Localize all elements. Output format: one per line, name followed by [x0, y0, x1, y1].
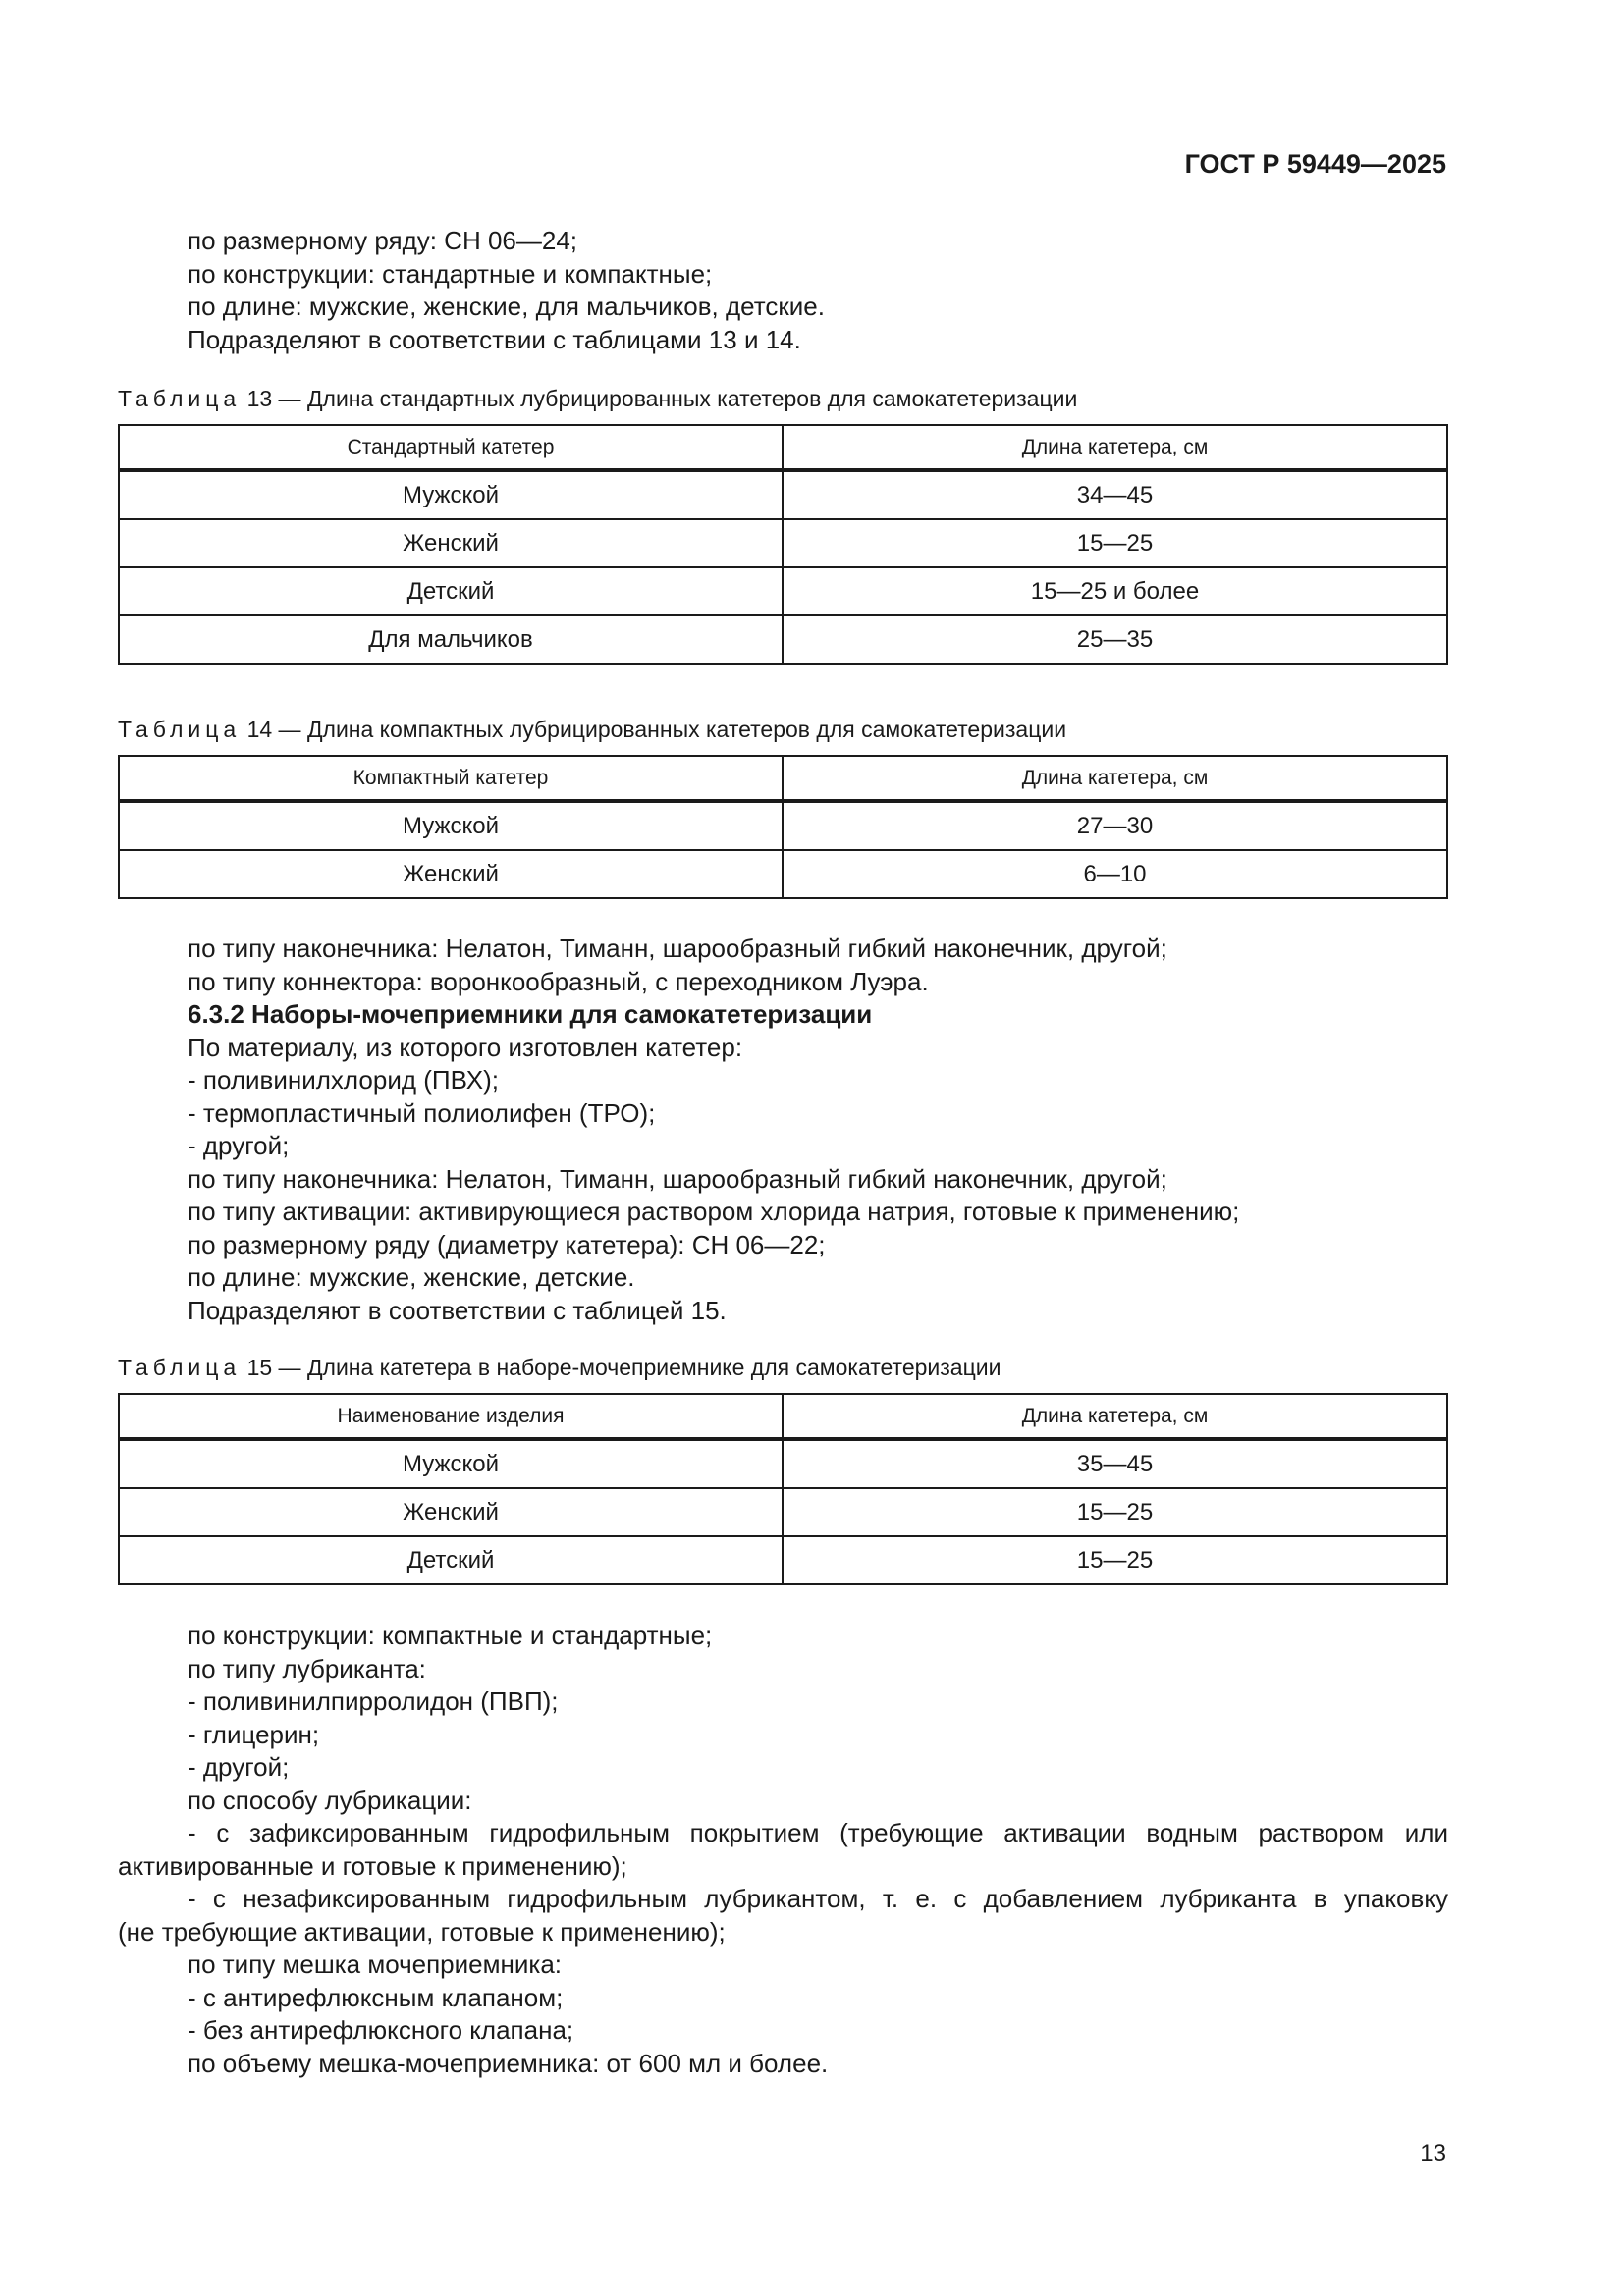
table-header-row — [119, 756, 1447, 801]
table-row — [119, 850, 1447, 898]
table-cell: 15—25 — [783, 519, 1447, 567]
column-header: Длина катетера, см — [783, 425, 1447, 470]
table-label: Таблица — [118, 717, 242, 742]
text-line: - глицерин; — [188, 1719, 320, 1749]
table-title: 14 — Длина компактных лубрицированных катетеров для самокатетеризации — [241, 717, 1067, 742]
table-row — [119, 1536, 1447, 1584]
text-line: по конструкции: компактные и стандартные; — [188, 1621, 713, 1650]
text-line: - с зафиксированным гидрофильным покрытием (требующие активации водным раствором или — [188, 1818, 1448, 1847]
section-heading: 6.3.2 Наборы-мочеприемники для самокатетеризации — [188, 999, 873, 1029]
text-line: по типу коннектора: воронкообразный, с переходником Луэра. — [188, 966, 929, 996]
table-14-caption — [118, 717, 1066, 743]
column-header: Длина катетера, см — [783, 756, 1447, 801]
text-line: по размерному ряду: СН 06—24; — [188, 226, 578, 255]
table-cell: Женский — [119, 1488, 783, 1536]
table-cell: Мужской — [119, 801, 783, 850]
column-header: Наименование изделия — [119, 1394, 783, 1439]
table-title: 13 — Длина стандартных лубрицированных катетеров для самокатетеризации — [241, 386, 1078, 411]
text-line: по типу наконечника: Нелатон, Тиманн, шарообразный гибкий наконечник, другой; — [188, 1163, 1167, 1194]
table-row — [119, 615, 1447, 664]
table-cell: Детский — [119, 1536, 783, 1584]
table-row — [119, 567, 1447, 615]
text-line: по размерному ряду (диаметру катетера): СН 06—22; — [188, 1229, 826, 1259]
text-line: - поливинилпирролидон (ПВП); — [188, 1686, 559, 1716]
table-cell: 15—25 — [783, 1488, 1447, 1536]
table-cell: 15—25 — [783, 1536, 1447, 1584]
table-14 — [118, 755, 1448, 899]
column-header: Длина катетера, см — [783, 1394, 1447, 1439]
table-cell: 35—45 — [783, 1439, 1447, 1488]
table-cell: 34—45 — [783, 470, 1447, 519]
text-line: активированные и готовые к применению); — [118, 1850, 627, 1881]
table-header-row — [119, 425, 1447, 470]
text-line: по объему мешка-мочеприемника: от 600 мл и более. — [188, 2048, 829, 2078]
table-row — [119, 801, 1447, 850]
table-label: Таблица — [118, 1355, 242, 1380]
text-line: - другой; — [188, 1131, 290, 1160]
text-line: - термопластичный полиолифен (ТРО); — [188, 1097, 656, 1128]
text-line: по длине: мужские, женские, детские. — [188, 1262, 635, 1292]
text-line: - с антирефлюксным клапаном; — [188, 1982, 564, 2012]
text-line: - другой; — [188, 1752, 290, 1782]
intro-paragraph — [118, 225, 1448, 356]
table-header-row — [119, 1394, 1447, 1439]
text-line: - с незафиксированным гидрофильным лубрикантом, т. е. с добавлением лубриканта в упаковку — [188, 1884, 1448, 1913]
table-cell: Детский — [119, 567, 783, 615]
table-cell: Мужской — [119, 470, 783, 519]
text-line: по длине: мужские, женские, для мальчиков, детские. — [188, 292, 825, 321]
page-number: 13 — [1420, 2140, 1446, 2166]
final-paragraph — [118, 1620, 1448, 2080]
text-line: по типу лубриканта: — [188, 1653, 426, 1683]
table-row — [119, 1488, 1447, 1536]
table-row — [119, 470, 1447, 519]
table-13 — [118, 424, 1448, 665]
table-row — [119, 519, 1447, 567]
table-cell: 6—10 — [783, 850, 1447, 898]
table-15 — [118, 1393, 1448, 1585]
table-cell: 15—25 и более — [783, 567, 1447, 615]
table-13-caption — [118, 386, 1077, 412]
text-line: Подразделяют в соответствии с таблицами 13 и 14. — [188, 324, 801, 354]
text-line: по типу мешка мочеприемника: — [188, 1949, 562, 1979]
text-line: - без антирефлюксного клапана; — [188, 2015, 574, 2045]
table-15-caption — [118, 1355, 1001, 1381]
text-line: Подразделяют в соответствии с таблицей 15. — [188, 1295, 727, 1325]
table-title: 15 — Длина катетера в наборе-мочеприемнике для самокатетеризации — [241, 1355, 1001, 1380]
table-cell: Мужской — [119, 1439, 783, 1488]
table-cell: Для мальчиков — [119, 615, 783, 664]
column-header: Компактный катетер — [119, 756, 783, 801]
text-line: (не требующие активации, готовые к применению); — [118, 1916, 726, 1947]
table-label: Таблица — [118, 386, 242, 411]
text-line: по способу лубрикации: — [188, 1785, 472, 1815]
table-cell: Женский — [119, 519, 783, 567]
section-6-3-2 — [118, 933, 1448, 1327]
text-line: - поливинилхлорид (ПВХ); — [188, 1065, 500, 1095]
text-line: по типу активации: активирующиеся раствором хлорида натрия, готовые к применению; — [188, 1197, 1240, 1226]
text-line: по конструкции: стандартные и компактные; — [188, 258, 713, 289]
column-header: Стандартный катетер — [119, 425, 783, 470]
text-line: По материалу, из которого изготовлен катетер: — [188, 1032, 743, 1062]
table-cell: 27—30 — [783, 801, 1447, 850]
table-cell: Женский — [119, 850, 783, 898]
text-line: по типу наконечника: Нелатон, Тиманн, шарообразный гибкий наконечник, другой; — [188, 934, 1167, 963]
document-header: ГОСТ Р 59449—2025 — [1184, 149, 1446, 179]
table-row — [119, 1439, 1447, 1488]
table-cell: 25—35 — [783, 615, 1447, 664]
